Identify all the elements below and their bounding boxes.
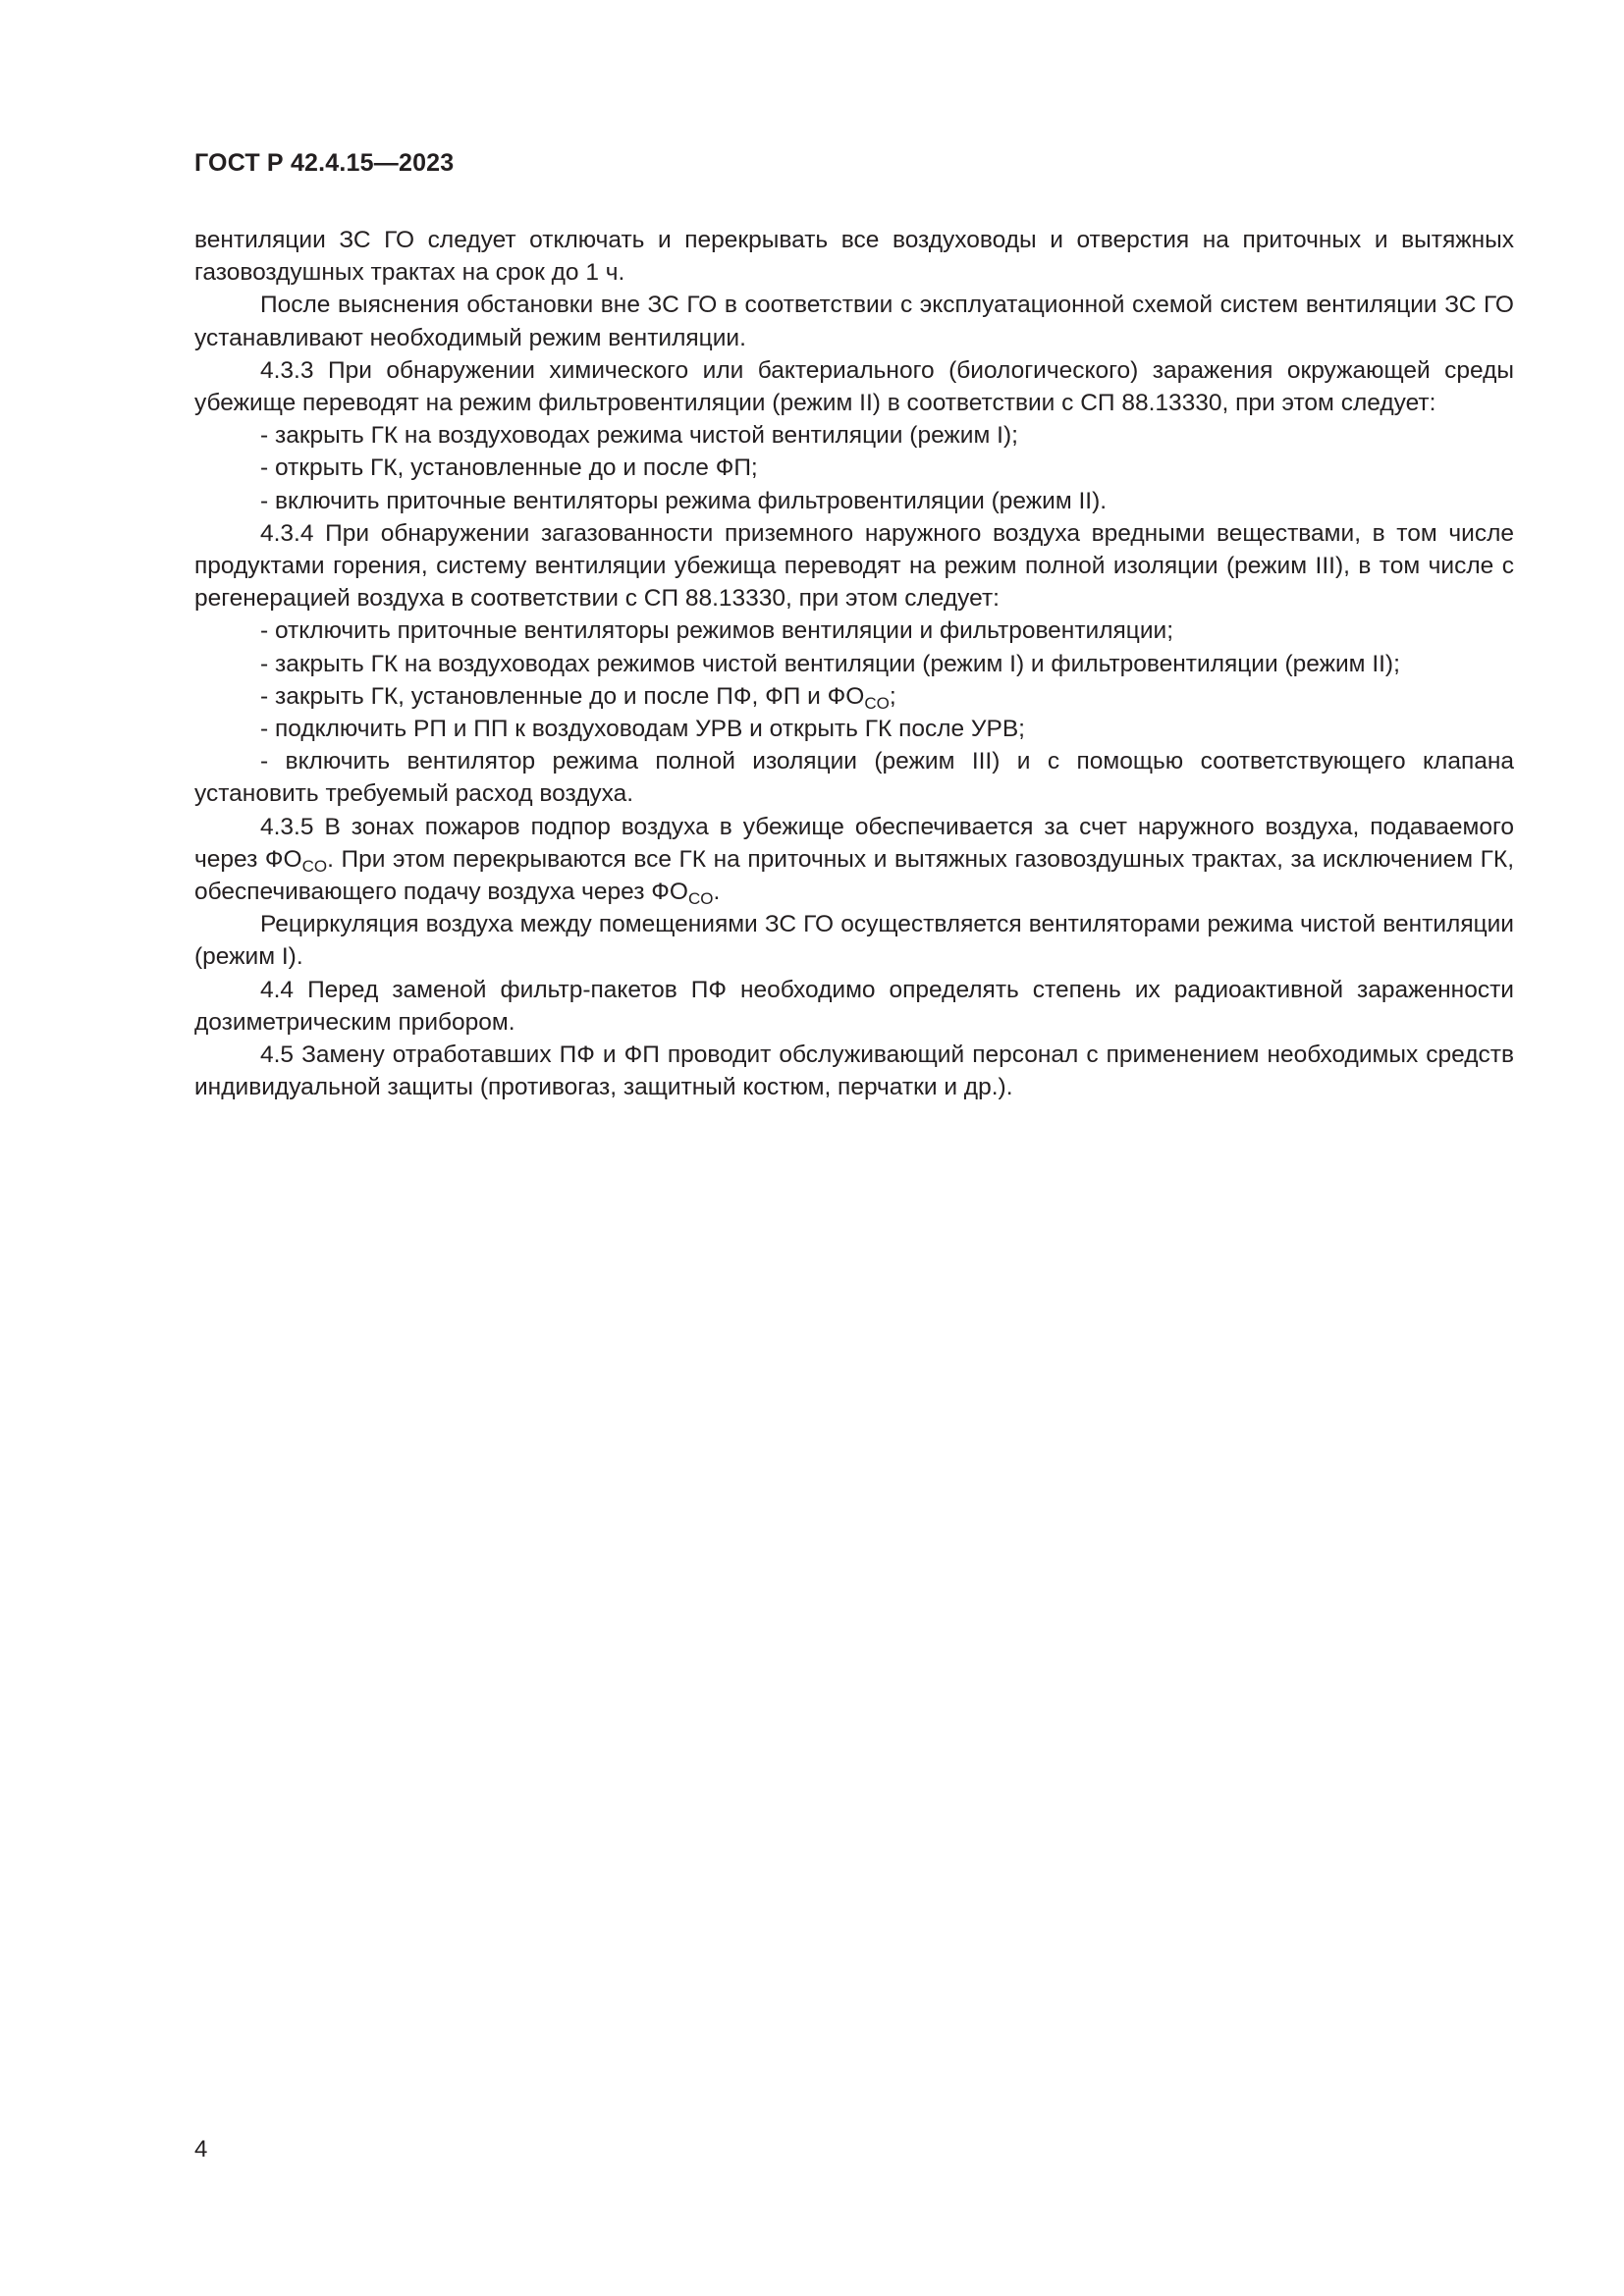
- subscript: CO: [864, 693, 890, 713]
- clause-text: 4.3.5 В зонах пожаров подпор воздуха в убежище обеспечивается за счет наружного воздуха, подаваемого через ФО: [194, 813, 1514, 873]
- list-item-end: ;: [889, 682, 896, 710]
- clause-text: .: [713, 879, 721, 906]
- paragraph-continuation: вентиляции ЗС ГО следует отключать и перекрывать все воздуховоды и отверстия на приточных и вытяжных газовоздушных трактах на срок до 1 ч.: [194, 227, 1514, 287]
- clause-4-3-5: [194, 811, 1514, 909]
- subscript: CO: [301, 856, 328, 876]
- list-item: - отключить приточные вентиляторы режимов вентиляции и фильтровентиляции;: [260, 617, 1174, 645]
- list-item: - включить приточные вентиляторы режима фильтровентиляции (режим II).: [260, 487, 1108, 514]
- list-item: - включить вентилятор режима полной изоляции (режим III) и с помощью соответствующего клапана установить требуемый расход воздуха.: [194, 748, 1514, 808]
- document-body: [194, 224, 1514, 1103]
- clause-4-4: 4.4 Перед заменой фильтр-пакетов ПФ необходимо определять степень их радиоактивной зараженности дозиметрическим прибором.: [194, 976, 1514, 1036]
- clause-text: . При этом перекрываются все ГК на приточных и вытяжных газовоздушных трактах, за исключением ГК, обеспечивающего подачу воздуха через ФО: [194, 845, 1514, 906]
- page-number: 4: [194, 2136, 208, 2163]
- document-header: ГОСТ Р 42.4.15—2023: [194, 149, 455, 177]
- list-item: - открыть ГК, установленные до и после ФП;: [260, 454, 758, 482]
- subscript: CO: [688, 889, 714, 909]
- clause-4-3-3: 4.3.3 При обнаружении химического или бактериального (биологического) заражения окружающей среды убежище переводят на режим фильтровентиляции (режим II) в соответствии с СП 88.13330, при этом следует:: [194, 356, 1514, 417]
- clause-4-3-4: 4.3.4 При обнаружении загазованности приземного наружного воздуха вредными веществами, в том числе продуктами горения, систему вентиляции убежища переводят на режим полной изоляции (режим III), в том числе с регенерацией воздуха в соответствии с СП 88.13330, при этом следует:: [194, 519, 1514, 613]
- list-item: [194, 680, 1514, 713]
- list-item: - закрыть ГК на воздуховодах режимов чистой вентиляции (режим I) и фильтровентиляции (режим II);: [260, 650, 1400, 677]
- list-item: - закрыть ГК на воздуховодах режима чистой вентиляции (режим I);: [260, 422, 1018, 450]
- paragraph: После выяснения обстановки вне ЗС ГО в соответствии с эксплуатационной схемой систем вентиляции ЗС ГО устанавливают необходимый режим вентиляции.: [194, 292, 1514, 351]
- paragraph: Рециркуляция воздуха между помещениями ЗС ГО осуществляется вентиляторами режима чистой вентиляции (режим I).: [194, 911, 1514, 971]
- clause-4-5: 4.5 Замену отработавших ПФ и ФП проводит обслуживающий персонал с применением необходимых средств индивидуальной защиты (противогаз, защитный костюм, перчатки и др.).: [194, 1041, 1514, 1101]
- list-item: - подключить РП и ПП к воздуховодам УРВ и открыть ГК после УРВ;: [260, 716, 1025, 743]
- list-item-text: - закрыть ГК, установленные до и после ПФ, ФП и ФО: [260, 682, 865, 710]
